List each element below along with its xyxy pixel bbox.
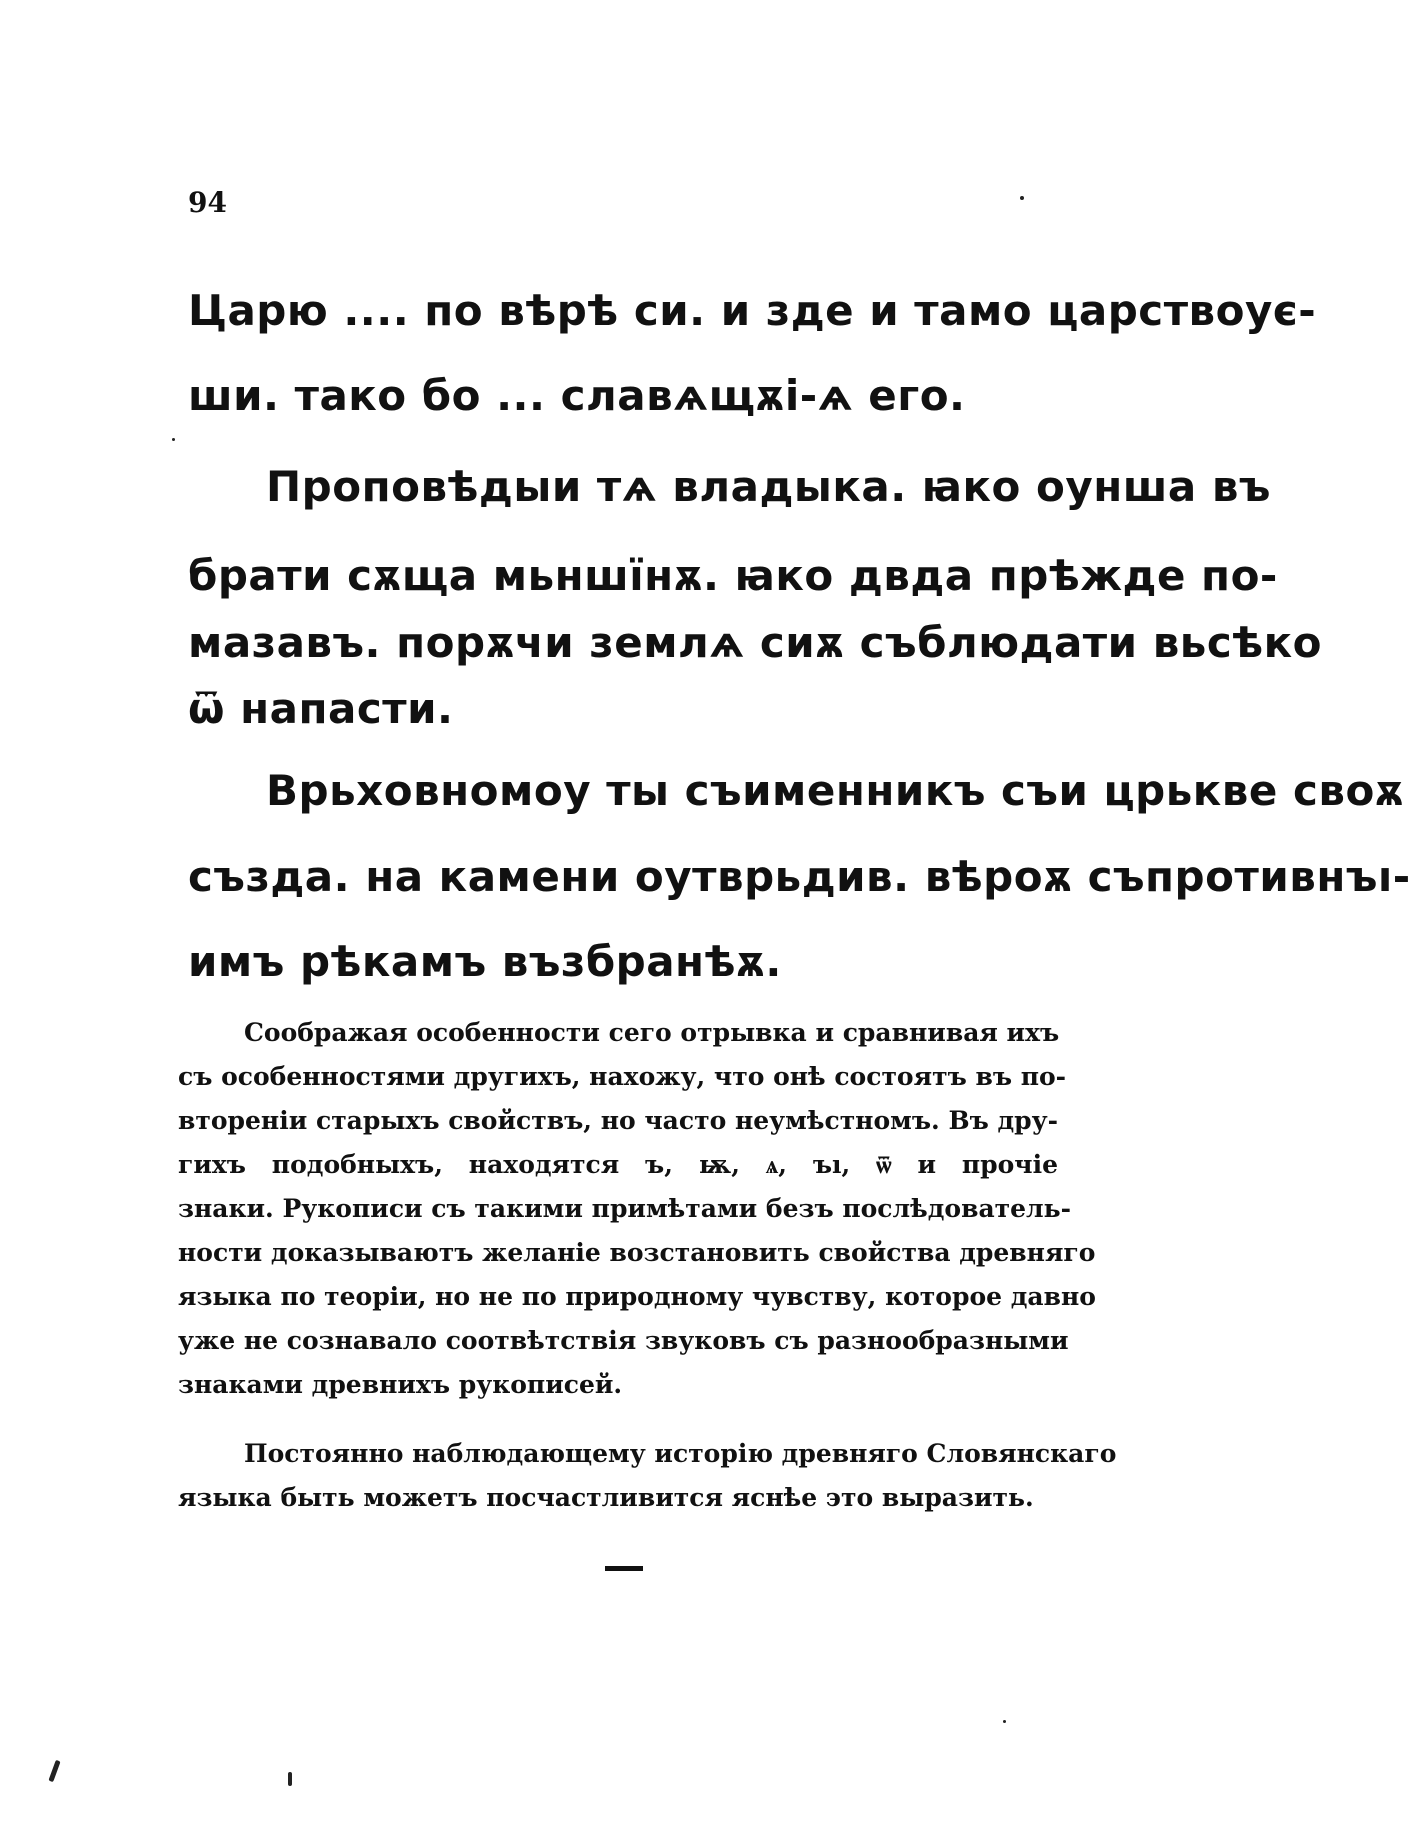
prose-line: Постоянно наблюдающему исторію древняго Словянскаго	[244, 1439, 1117, 1468]
scan-speck	[1020, 196, 1024, 200]
scan-speck	[1003, 1720, 1006, 1723]
closing-paragraph	[178, 1432, 1117, 1520]
prose-line: уже не сознавало соотвѣтствія звуковъ съ разнообразными	[178, 1326, 1069, 1355]
slavonic-line: Проповѣдыи тѧ владыка. ꙗко оунша въ	[266, 462, 1271, 511]
prose-line: языка по теорiи, но не по природному чувству, которое давно	[178, 1282, 1096, 1311]
slavonic-line: Царю .... по вѣрѣ си. и зде и тамо царствоує-	[188, 286, 1317, 335]
slavonic-line: ши. тако бо ... славѧщѫі-ѧ его.	[188, 371, 966, 420]
prose-line: языка быть можетъ посчастливится яснѣе это выразить.	[178, 1483, 1034, 1512]
slavonic-line: имъ рѣкамъ възбранѣѫ.	[188, 937, 782, 986]
page-number: 94	[188, 186, 227, 219]
slavonic-line: създа. на камени оутврьдив. вѣроѫ съпротивнъı-	[188, 852, 1411, 901]
commentary-paragraph	[178, 1011, 1096, 1407]
prose-line: знаками древнихъ рукописей.	[178, 1370, 623, 1399]
prose-line: вторенiи старыхъ свойствъ, но часто неумѣстномъ. Въ дру-	[178, 1106, 1058, 1135]
slavonic-line: ѿ напасти.	[188, 684, 454, 733]
end-rule	[605, 1566, 643, 1571]
prose-line: знаки. Рукописи съ такими примѣтами безъ послѣдователь-	[178, 1194, 1072, 1223]
prose-line: съ особенностями другихъ, нахожу, что онѣ состоятъ въ по-	[178, 1062, 1067, 1091]
scan-speck	[288, 1772, 292, 1786]
scan-speck	[172, 438, 175, 441]
slavonic-line: мазавъ. порѫчи землѧ сиѫ съблюдати вьсѣко	[188, 618, 1322, 667]
prose-line: ности доказываютъ желанie возстановить свойства древняго	[178, 1238, 1096, 1267]
slavonic-line: Врьховномоу ты съименникъ съи црькве своѫ	[266, 766, 1405, 815]
slavonic-line: брати сѫща мьншїнѫ. ꙗко двда прѣжде по-	[188, 551, 1278, 600]
prose-line: гихъ подобныхъ, находятся ъ, ѭ, ѧ, ъı, ѿ и прочіе	[178, 1150, 1058, 1179]
scan-speck	[48, 1760, 60, 1782]
prose-line: Соображая особенности сего отрывка и сравнивая ихъ	[244, 1018, 1060, 1047]
